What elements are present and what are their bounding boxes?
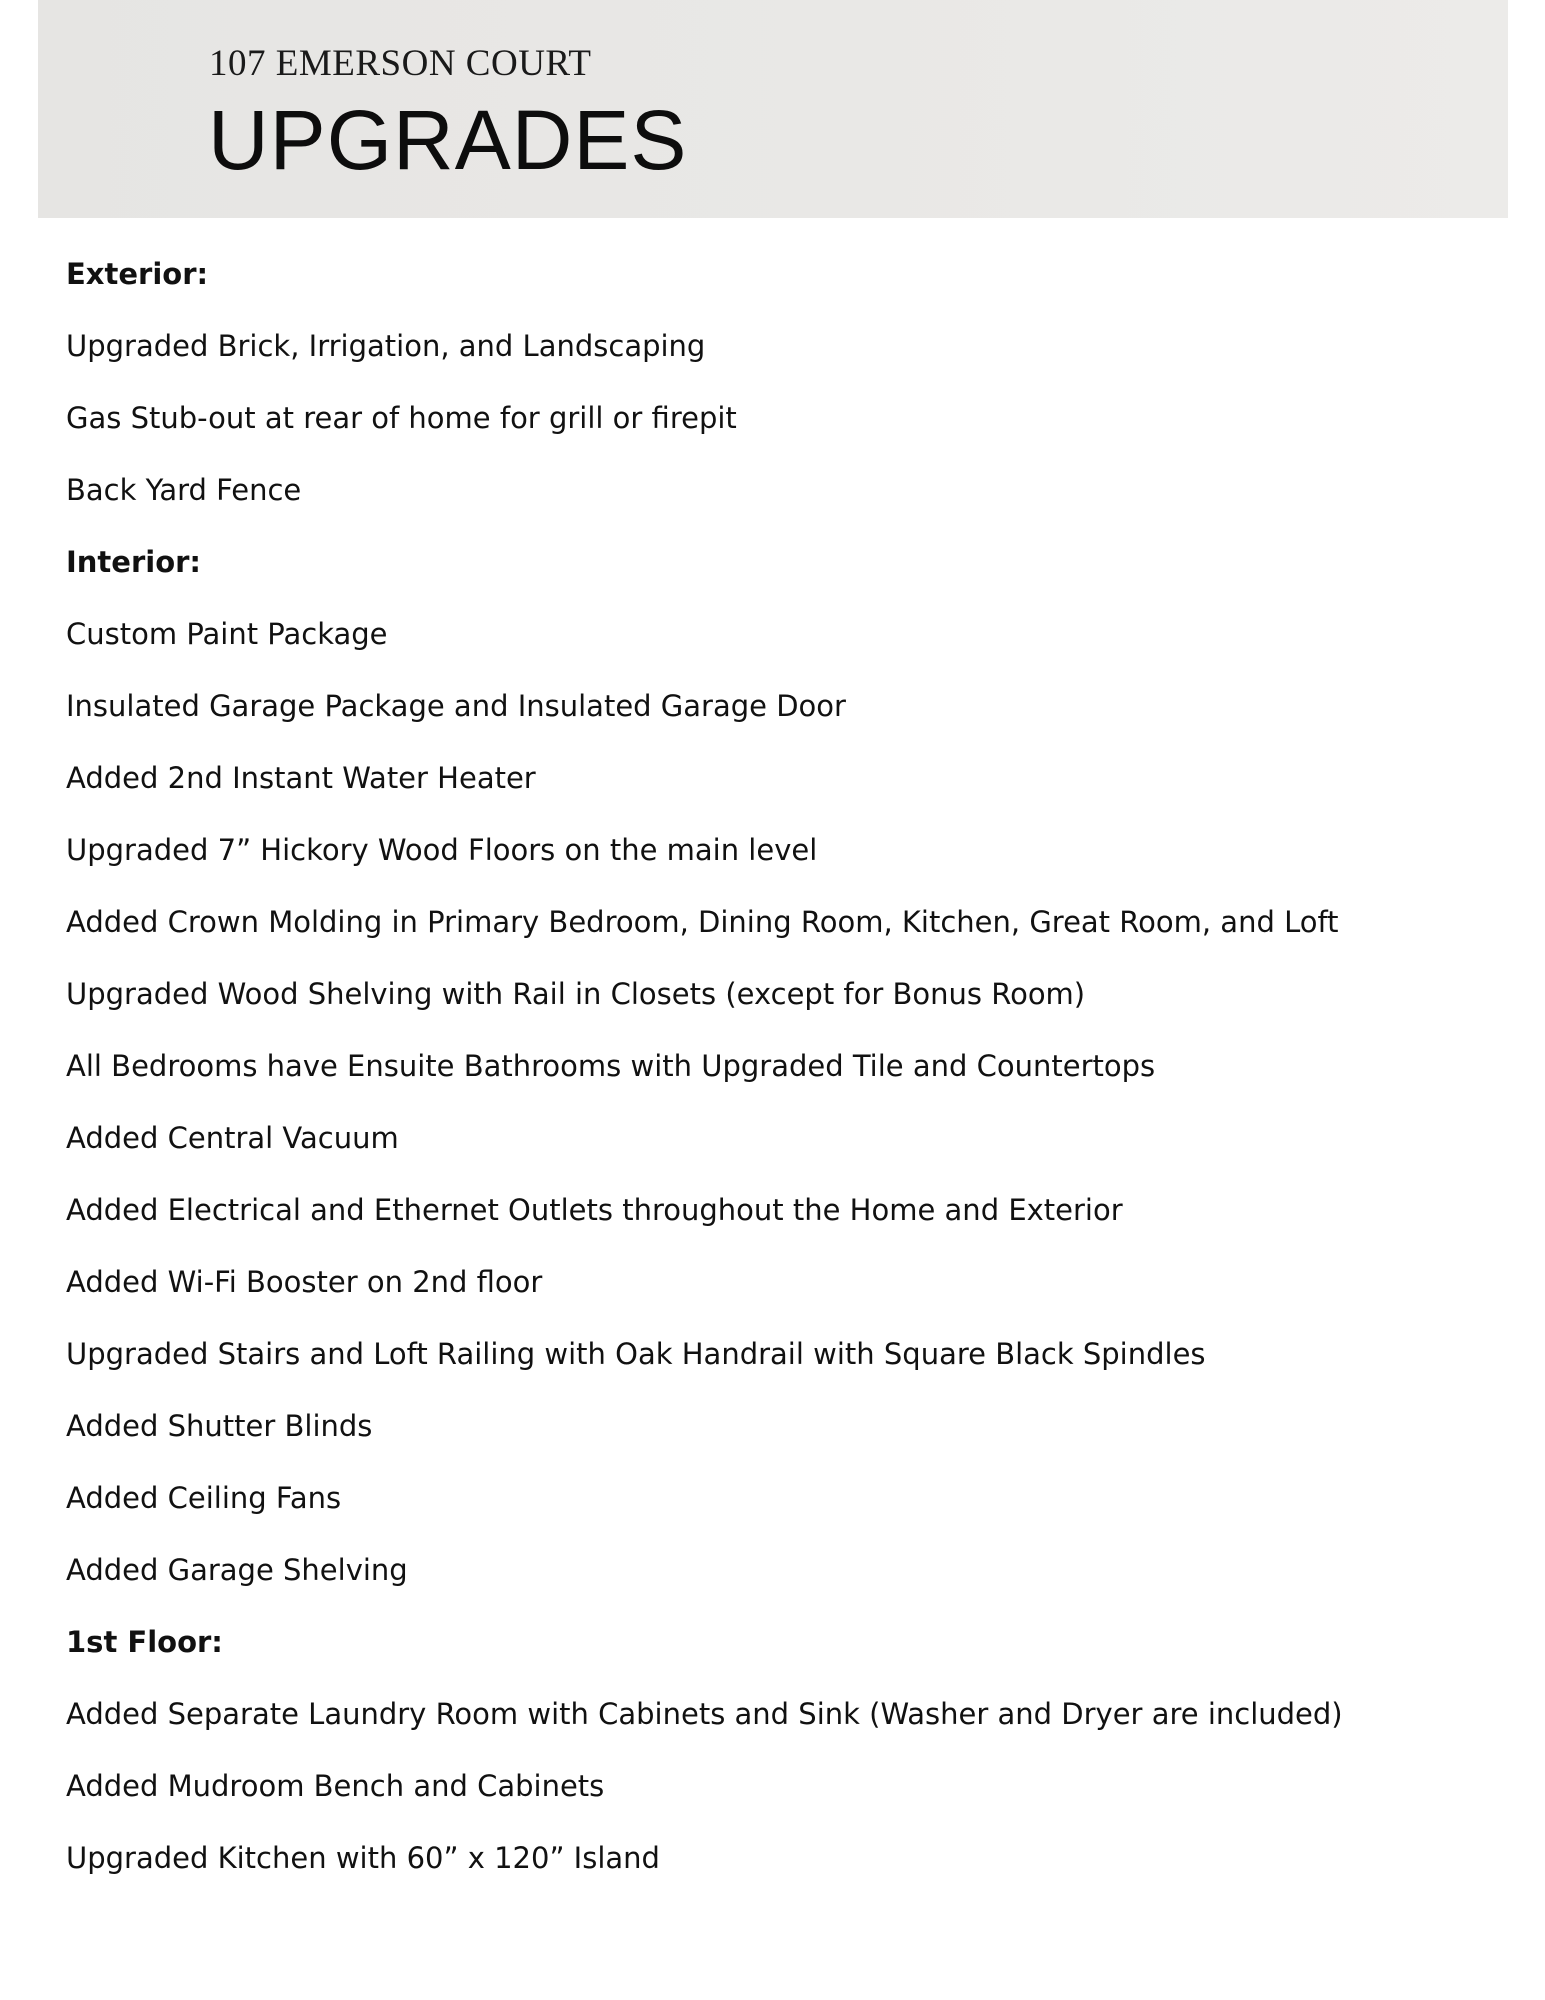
list-item: Custom Paint Package — [66, 617, 388, 651]
upgrades-list — [66, 252, 1506, 1908]
list-item: Added Garage Shelving — [66, 1553, 408, 1587]
list-item: Added Wi-Fi Booster on 2nd floor — [66, 1265, 543, 1299]
list-item: Upgraded Wood Shelving with Rail in Closets (except for Bonus Room) — [66, 977, 1086, 1011]
section-heading-1st-floor: 1st Floor: — [66, 1625, 223, 1659]
section-heading-exterior: Exterior: — [66, 257, 209, 291]
list-item: Added Crown Molding in Primary Bedroom, Dining Room, Kitchen, Great Room, and Loft — [66, 905, 1339, 939]
list-item: Added Mudroom Bench and Cabinets — [66, 1769, 605, 1803]
section-heading-interior: Interior: — [66, 545, 202, 579]
list-item: Added Shutter Blinds — [66, 1409, 373, 1443]
list-item: Upgraded Brick, Irrigation, and Landscaping — [66, 329, 706, 363]
list-item: Added Electrical and Ethernet Outlets throughout the Home and Exterior — [66, 1193, 1123, 1227]
list-item: Added Ceiling Fans — [66, 1481, 342, 1515]
list-item: Added Central Vacuum — [66, 1121, 399, 1155]
list-item: Upgraded Kitchen with 60” x 120” Island — [66, 1841, 660, 1875]
list-item: Insulated Garage Package and Insulated Garage Door — [66, 689, 846, 723]
page-title: UPGRADES — [208, 93, 688, 187]
property-address: 107 EMERSON COURT — [209, 43, 592, 84]
list-item: Upgraded Stairs and Loft Railing with Oak Handrail with Square Black Spindles — [66, 1337, 1206, 1371]
list-item: Added 2nd Instant Water Heater — [66, 761, 536, 795]
list-item: Added Separate Laundry Room with Cabinets and Sink (Washer and Dryer are included) — [66, 1697, 1343, 1731]
list-item: Gas Stub-out at rear of home for grill or firepit — [66, 401, 737, 435]
list-item: Back Yard Fence — [66, 473, 302, 507]
list-item: Upgraded 7” Hickory Wood Floors on the main level — [66, 833, 818, 867]
list-item: All Bedrooms have Ensuite Bathrooms with Upgraded Tile and Countertops — [66, 1049, 1156, 1083]
